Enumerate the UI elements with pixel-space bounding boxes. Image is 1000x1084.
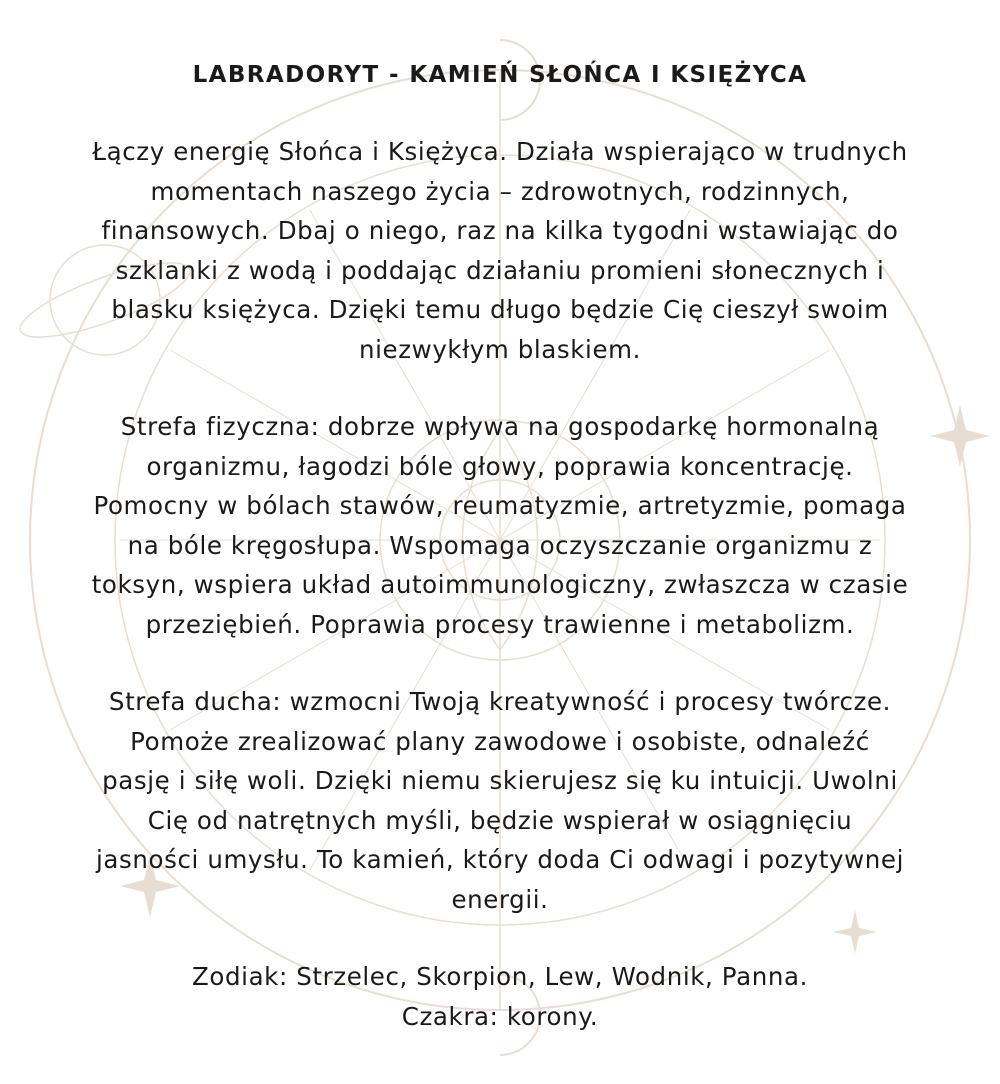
page-title: LABRADORYT - KAMIEŃ SŁOŃCA I KSIĘŻYCA xyxy=(192,62,808,88)
intro-paragraph: Łączy energię Słońca i Księżyca. Działa wspierająco w trudnych momentach naszego życia – zdrowotnych, rodzinnych, finansowych. Dbaj o niego, raz na kilka tygodni wstawiając do szklanki z wodą i poddając działaniu promieni słonecznych i blasku księżyca. Dzięki temu długo będzie Cię cieszył swoim niezwykłym blaskiem. xyxy=(92,137,908,364)
physical-zone-paragraph: Strefa fizyczna: dobrze wpływa na gospodarkę hormonalną organizmu, łagodzi bóle głowy, poprawia koncentrację. Pomocny w bólach stawów, reumatyzmie, artretyzmie, pomaga na bóle kręgosłupa. Wspomaga oczyszczanie organizmu z toksyn, wspiera układ autoimmunologiczny, zwłaszcza w czasie przeziębień. Poprawia procesy trawienne i metabolizm. xyxy=(91,412,909,639)
chakra-line: Czakra: korony. xyxy=(401,1001,599,1031)
spirit-zone-paragraph: Strefa ducha: wzmocni Twoją kreatywność i procesy twórcze. Pomoże zrealizować plany zawodowe i osobiste, odnaleźć pasję i siłę woli. Dzięki niemu skierujesz się ku intuicji. Uwolni Cię od natrętnych myśli, będzie wspierał w osiągnięciu jasności umysłu. To kamień, który doda Ci odwagi i pozytywnej energii. xyxy=(96,687,904,914)
zodiac-line: Zodiak: Strzelec, Skorpion, Lew, Wodnik, Panna. xyxy=(192,962,808,991)
text-panel xyxy=(20,58,980,1036)
